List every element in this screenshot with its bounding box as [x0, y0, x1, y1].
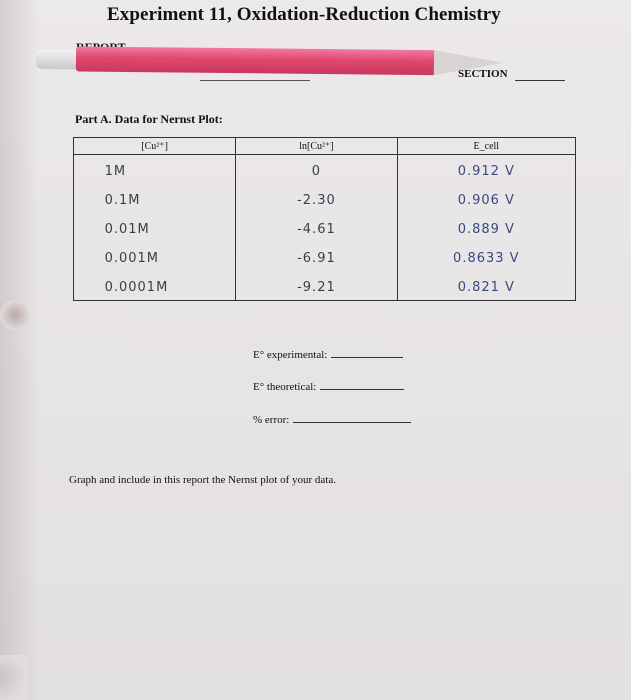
- cell-ecell: 0.889 V: [457, 222, 515, 237]
- paper-shadow: [0, 0, 40, 700]
- e-experimental-blank: [331, 348, 403, 358]
- table-row: [74, 213, 576, 242]
- e-experimental-row: [253, 348, 403, 361]
- graph-instruction: Graph and include in this report the Nernst plot of your data.: [69, 474, 336, 486]
- column-header-concentration: [Cu²⁺]: [74, 138, 236, 155]
- cell-ecell: 0.912 V: [457, 164, 515, 179]
- table-header-row: [74, 138, 576, 155]
- table-row: [74, 184, 576, 213]
- finger-image: [0, 300, 30, 330]
- table-row: [74, 271, 576, 301]
- cell-ln: -6.91: [297, 251, 336, 266]
- cell-concentration: 0.01M: [104, 222, 150, 237]
- cell-concentration: 0.0001M: [104, 280, 169, 295]
- table-row: [74, 155, 576, 185]
- pencil-eraser: [36, 49, 80, 69]
- e-experimental-label: E° experimental:: [253, 349, 328, 361]
- cell-concentration: 0.001M: [104, 251, 160, 266]
- cell-ln: -9.21: [297, 280, 336, 295]
- cell-ln: -4.61: [297, 222, 336, 237]
- percent-error-row: [253, 413, 411, 426]
- cell-ln: -2.30: [297, 193, 336, 208]
- cell-ln: 0: [311, 164, 322, 179]
- cell-ecell: 0.906 V: [457, 193, 515, 208]
- cell-concentration: 1M: [104, 164, 127, 179]
- page-title: Experiment 11, Oxidation-Reduction Chemistry: [107, 4, 501, 25]
- e-theoretical-row: [253, 380, 404, 393]
- e-theoretical-blank: [320, 380, 404, 390]
- corner-object: [0, 655, 28, 700]
- part-a-heading: Part A. Data for Nernst Plot:: [75, 112, 223, 126]
- nernst-data-table: [73, 137, 576, 301]
- pencil-image: [36, 40, 496, 83]
- cell-ecell: 0.8633 V: [453, 251, 520, 266]
- pencil-body: [76, 46, 436, 75]
- table-row: [74, 242, 576, 271]
- cell-ecell: 0.821 V: [457, 280, 515, 295]
- column-header-ecell: E_cell: [397, 138, 575, 155]
- percent-error-label: % error:: [253, 414, 290, 426]
- column-header-ln-concentration: ln[Cu²⁺]: [236, 138, 397, 155]
- percent-error-blank: [293, 413, 411, 423]
- e-theoretical-label: E° theoretical:: [253, 381, 317, 393]
- section-line: [515, 80, 565, 81]
- section-label: SECTION: [458, 68, 508, 80]
- cell-concentration: 0.1M: [104, 193, 141, 208]
